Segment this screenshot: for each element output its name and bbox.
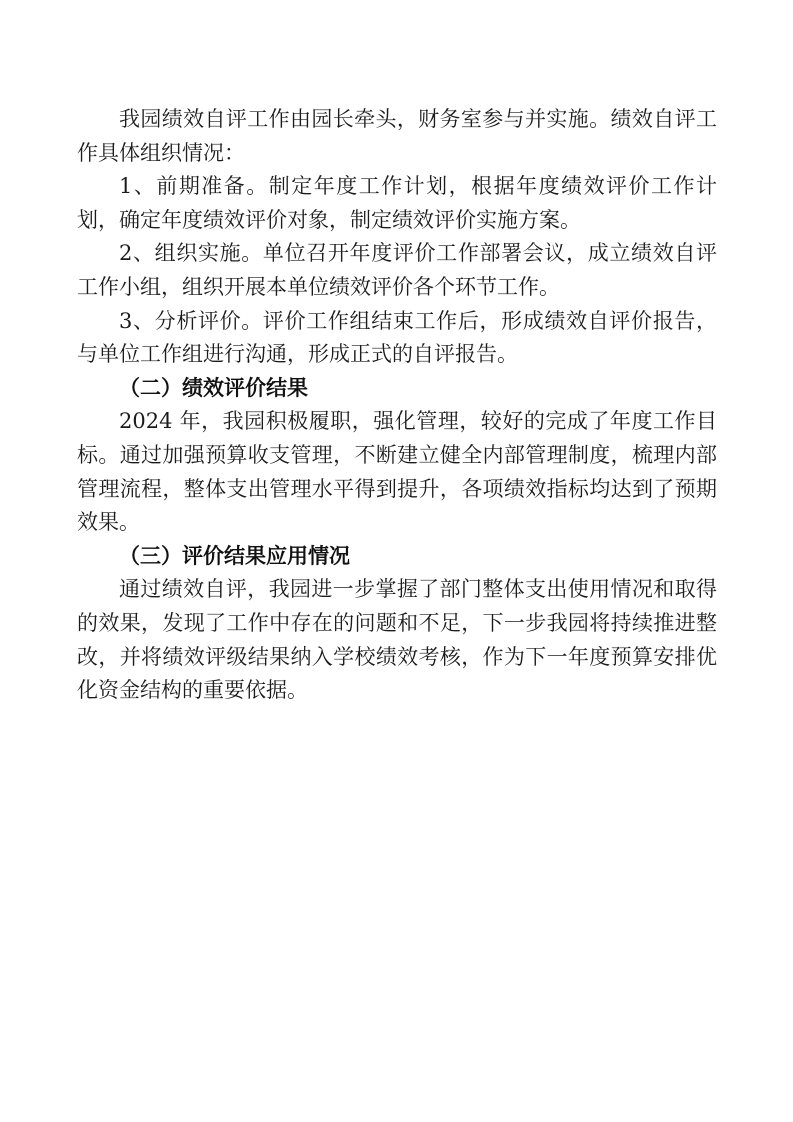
paragraph-step-1-preparation: 1、前期准备。制定年度工作计划，根据年度绩效评价工作计划，确定年度绩效评价对象，制定绩效评价实施方案。: [77, 174, 717, 232]
paragraph-step-3-analysis: 3、分析评价。评价工作组结束工作后，形成绩效自评价报告，与单位工作组进行沟通，形成正式的自评报告。: [77, 308, 717, 367]
paragraph-step-2-implementation: 2、组织实施。单位召开年度评价工作部署会议，成立绩效自评工作小组，组织开展本单位绩效评价各个环节工作。: [77, 241, 717, 299]
paragraph-self-evaluation-organization: 我园绩效自评工作由园长牵头，财务室参与并实施。绩效自评工作具体组织情况：: [77, 107, 717, 165]
paragraph-evaluation-results: 2024 年，我园积极履职，强化管理，较好的完成了年度工作目标。通过加强预算收支管理，不断建立健全内部管理制度，梳理内部管理流程，整体支出管理水平得到提升，各项绩效指标均达到了预期效果。: [77, 409, 717, 535]
heading-performance-evaluation-results: （二）绩效评价结果: [119, 375, 308, 400]
heading-results-application: （三）评价结果应用情况: [119, 543, 350, 568]
paragraph-results-application: 通过绩效自评，我园进一步掌握了部门整体支出使用情况和取得的效果，发现了工作中存在的问题和不足，下一步我园将持续推进整改，并将绩效评级结果纳入学校绩效考核，作为下一年度预算安排优化资金结构的重要依据。: [77, 577, 717, 703]
